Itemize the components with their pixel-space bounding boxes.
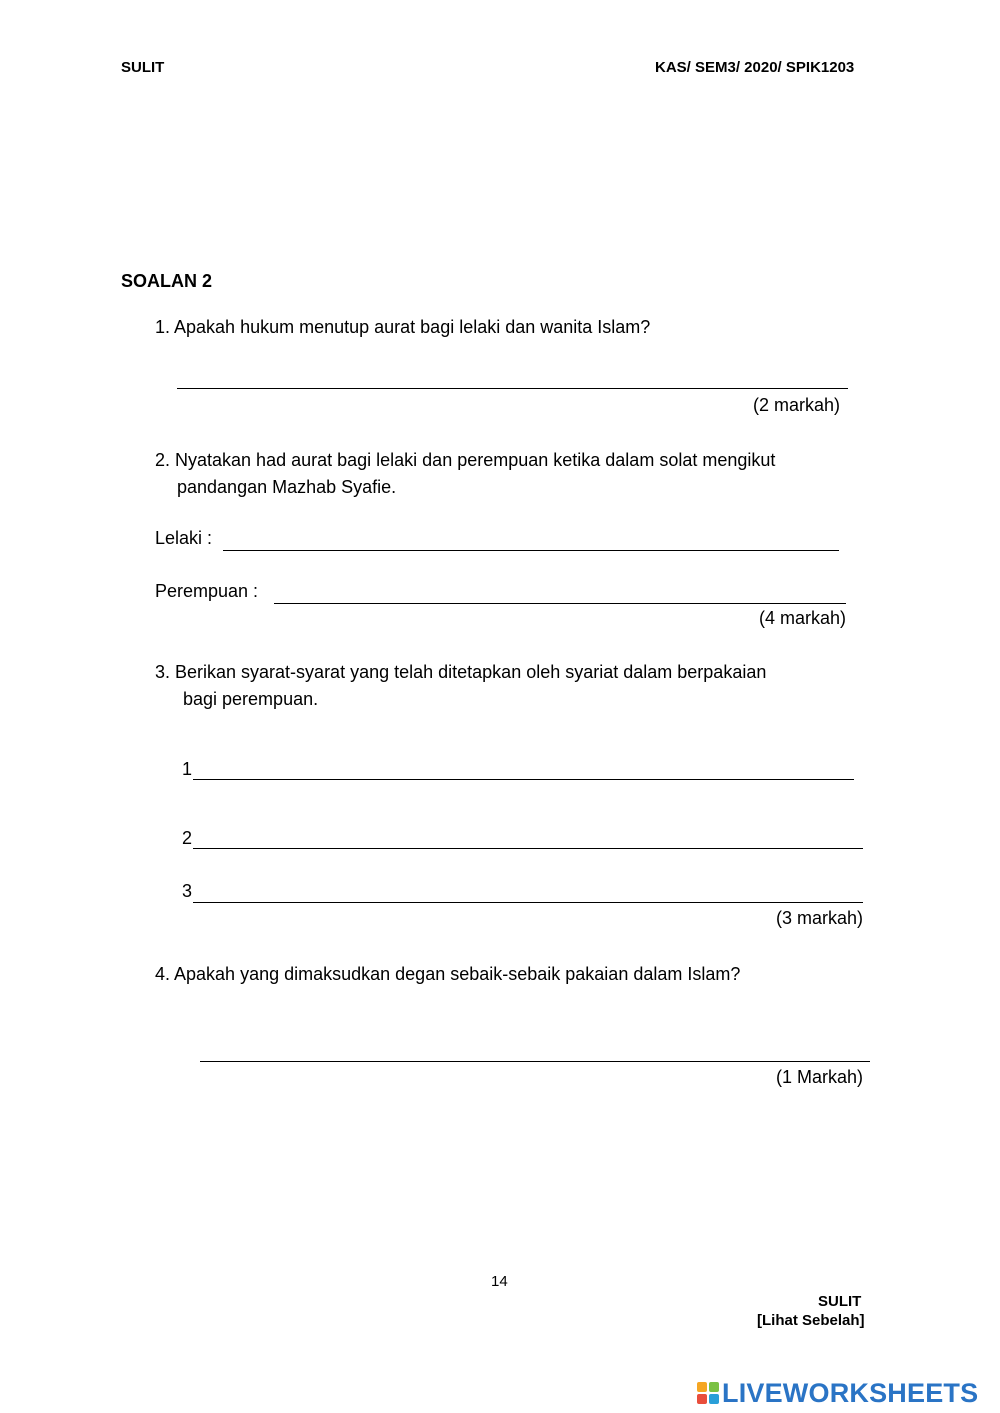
question-3-text xyxy=(155,659,766,713)
question-1-marks: (2 markah) xyxy=(753,395,841,415)
page-number: 14 xyxy=(491,1273,508,1290)
question-3-item-number: 3 xyxy=(182,881,193,901)
question-3-answer-line-3[interactable] xyxy=(193,902,863,903)
logo-tile xyxy=(697,1382,707,1392)
question-2-line-1: 2. Nyatakan had aurat bagi lelaki dan perempuan ketika dalam solat mengikut xyxy=(155,450,776,470)
section-title: SOALAN 2 xyxy=(121,271,213,291)
question-2-marks: (4 markah) xyxy=(759,608,847,628)
header-course-code: KAS/ SEM3/ 2020/ SPIK1203 xyxy=(655,59,855,76)
perempuan-answer-line[interactable] xyxy=(274,603,846,604)
question-3-line-2: bagi perempuan. xyxy=(183,689,319,709)
perempuan-label: Perempuan : xyxy=(155,581,259,601)
footer-sulit-label: SULIT xyxy=(818,1293,862,1310)
header-left-label: SULIT xyxy=(121,59,165,76)
question-1-answer-line[interactable] xyxy=(177,388,848,389)
logo-tile xyxy=(709,1382,719,1392)
question-4-answer-line[interactable] xyxy=(200,1061,870,1062)
liveworksheets-wordmark: LIVEWORKSHEETS xyxy=(722,1377,979,1408)
question-3-item-number: 1 xyxy=(182,759,193,779)
question-2-text xyxy=(155,447,775,501)
question-4-text: 4. Apakah yang dimaksudkan degan sebaik-sebaik pakaian dalam Islam? xyxy=(155,964,741,984)
question-3-answer-line-2[interactable] xyxy=(193,848,863,849)
question-3-item-number: 2 xyxy=(182,828,193,848)
question-1-text: 1. Apakah hukum menutup aurat bagi lelaki dan wanita Islam? xyxy=(155,317,651,337)
logo-tile xyxy=(709,1394,719,1404)
liveworksheets-logo xyxy=(697,1377,978,1409)
lelaki-answer-line[interactable] xyxy=(223,550,839,551)
question-2-line-2: pandangan Mazhab Syafie. xyxy=(177,477,397,497)
question-4-marks: (1 Markah) xyxy=(776,1067,864,1087)
question-3-line-1: 3. Berikan syarat-syarat yang telah ditetapkan oleh syariat dalam berpakaian xyxy=(155,662,767,682)
footer-next-page-label: [Lihat Sebelah] xyxy=(757,1312,865,1329)
logo-tile xyxy=(697,1394,707,1404)
liveworksheets-logo-icon xyxy=(697,1382,719,1404)
question-3-answer-line-1[interactable] xyxy=(193,779,854,780)
question-3-marks: (3 markah) xyxy=(776,908,864,928)
lelaki-label: Lelaki : xyxy=(155,528,213,548)
